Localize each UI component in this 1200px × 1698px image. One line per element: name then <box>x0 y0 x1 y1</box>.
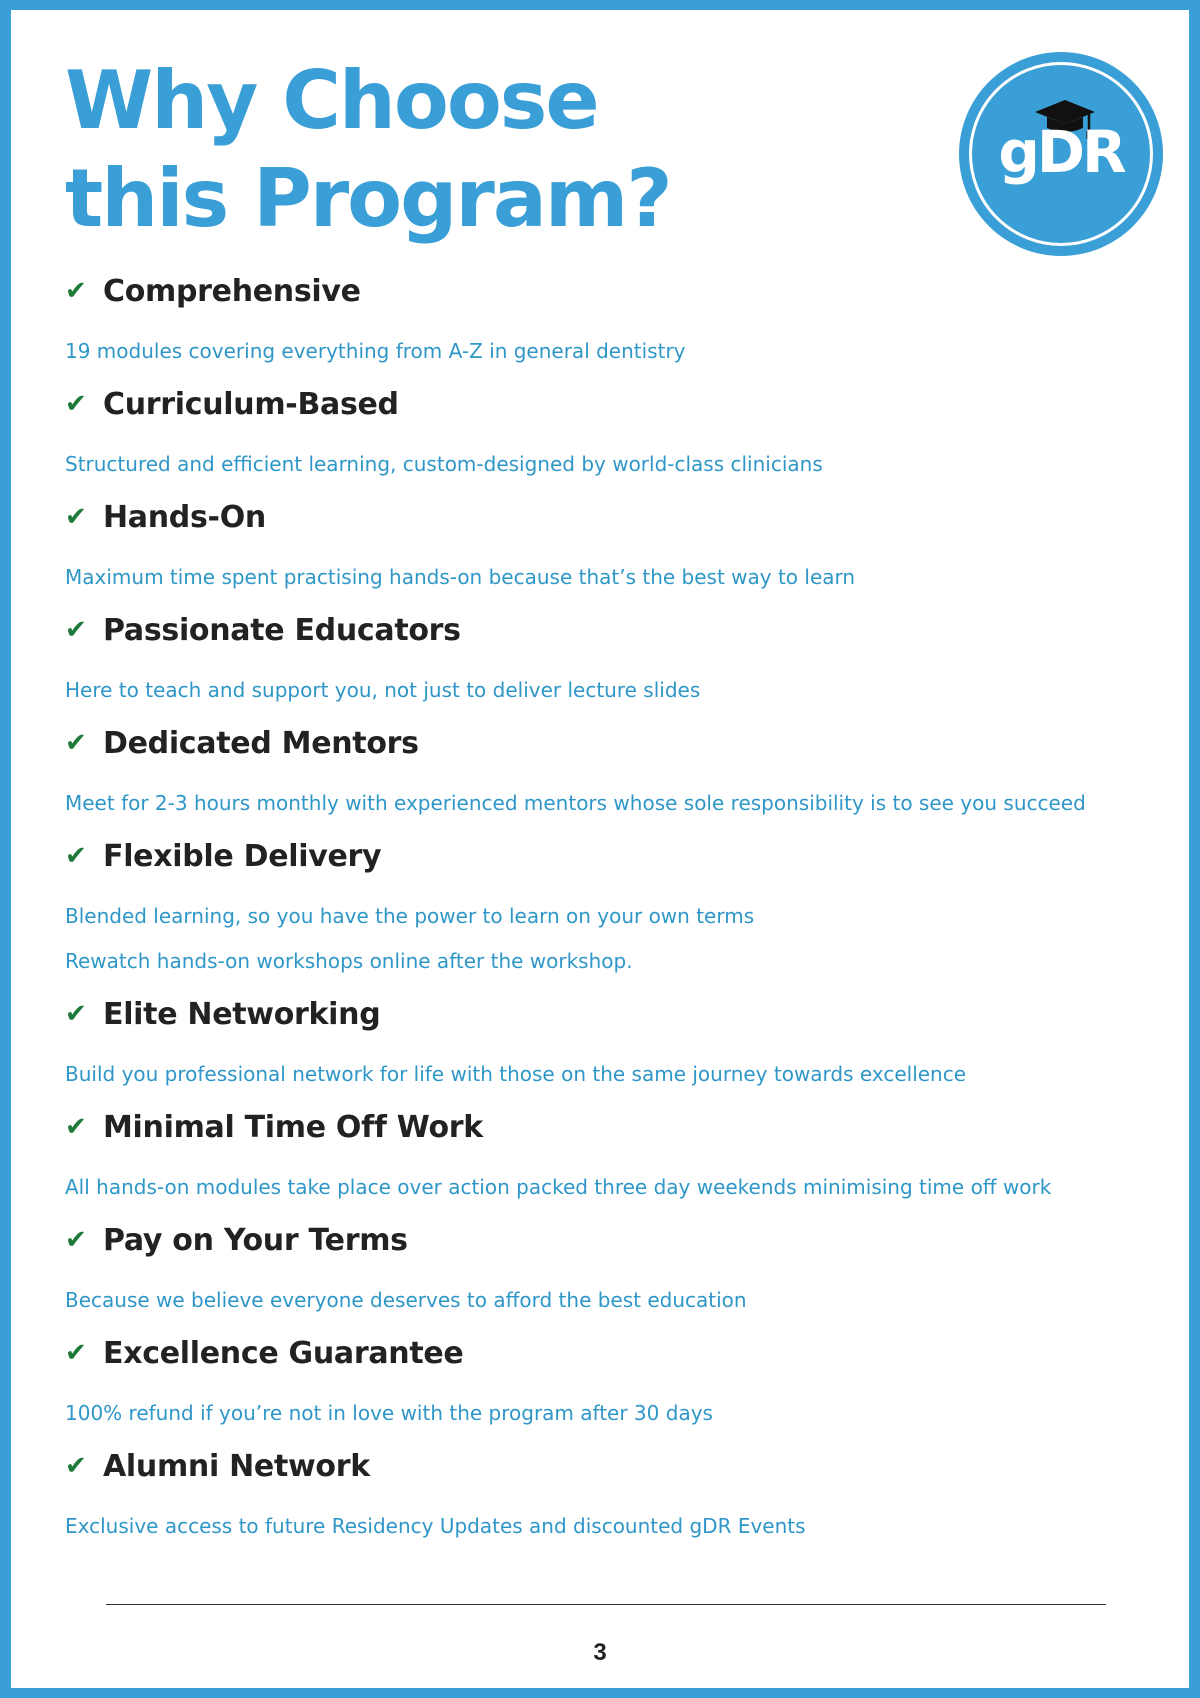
feature-list <box>65 268 1165 1556</box>
feature-description-block <box>65 1150 1165 1217</box>
feature-description: Rewatch hands-on workshops online after the workshop. <box>65 949 633 973</box>
feature-item <box>65 833 1165 991</box>
feature-title: Minimal Time Off Work <box>103 1109 483 1145</box>
feature-heading <box>65 494 1165 540</box>
checkmark-icon: ✔ <box>65 1225 87 1255</box>
feature-title: Passionate Educators <box>103 612 461 648</box>
feature-title: Pay on Your Terms <box>103 1222 408 1258</box>
feature-description-block <box>65 1376 1165 1443</box>
feature-item <box>65 381 1165 494</box>
feature-description-block <box>65 540 1165 607</box>
feature-description: All hands-on modules take place over action packed three day weekends minimising time off work <box>65 1175 1052 1199</box>
checkmark-icon: ✔ <box>65 615 87 645</box>
feature-item <box>65 1443 1165 1556</box>
feature-heading <box>65 991 1165 1037</box>
feature-description: Maximum time spent practising hands-on because that’s the best way to learn <box>65 565 856 589</box>
feature-heading <box>65 1443 1165 1489</box>
checkmark-icon: ✔ <box>65 276 87 306</box>
feature-description: Build you professional network for life with those on the same journey towards excellence <box>65 1062 967 1086</box>
feature-description: 19 modules covering everything from A-Z in general dentistry <box>65 339 686 363</box>
feature-description-block <box>65 653 1165 720</box>
feature-heading <box>65 381 1165 427</box>
feature-description-block <box>65 879 1165 991</box>
gdr-logo <box>959 52 1163 256</box>
feature-description: Because we believe everyone deserves to afford the best education <box>65 1288 747 1312</box>
feature-title: Alumni Network <box>103 1448 370 1484</box>
feature-description: Blended learning, so you have the power to learn on your own terms <box>65 904 755 928</box>
feature-heading <box>65 1104 1165 1150</box>
feature-title: Excellence Guarantee <box>103 1335 464 1371</box>
feature-description-block <box>65 314 1165 381</box>
checkmark-icon: ✔ <box>65 1338 87 1368</box>
feature-heading <box>65 607 1165 653</box>
feature-item <box>65 1217 1165 1330</box>
feature-title: Curriculum-Based <box>103 386 399 422</box>
feature-description: Here to teach and support you, not just to deliver lecture slides <box>65 678 701 702</box>
title-line-2: this Program? <box>65 152 671 245</box>
feature-title: Comprehensive <box>103 273 361 309</box>
feature-item <box>65 607 1165 720</box>
feature-description: 100% refund if you’re not in love with the program after 30 days <box>65 1401 713 1425</box>
feature-title: Elite Networking <box>103 996 381 1032</box>
feature-item <box>65 720 1165 833</box>
feature-description-block <box>65 766 1165 833</box>
feature-description-block <box>65 1489 1165 1556</box>
checkmark-icon: ✔ <box>65 841 87 871</box>
feature-item <box>65 268 1165 381</box>
feature-description-block <box>65 427 1165 494</box>
feature-title: Flexible Delivery <box>103 838 382 874</box>
checkmark-icon: ✔ <box>65 1451 87 1481</box>
logo-text: gDR <box>998 118 1124 186</box>
feature-item <box>65 494 1165 607</box>
feature-description: Meet for 2-3 hours monthly with experienced mentors whose sole responsibility is to see you succeed <box>65 791 1086 815</box>
feature-heading <box>65 1330 1165 1376</box>
feature-description-block <box>65 1037 1165 1104</box>
feature-item <box>65 1104 1165 1217</box>
checkmark-icon: ✔ <box>65 389 87 419</box>
feature-heading <box>65 720 1165 766</box>
checkmark-icon: ✔ <box>65 728 87 758</box>
feature-title: Hands-On <box>103 499 266 535</box>
page-title <box>65 52 671 248</box>
feature-heading <box>65 1217 1165 1263</box>
feature-description: Exclusive access to future Residency Updates and discounted gDR Events <box>65 1514 806 1538</box>
feature-item <box>65 1330 1165 1443</box>
feature-title: Dedicated Mentors <box>103 725 419 761</box>
page-number: 3 <box>593 1639 607 1666</box>
checkmark-icon: ✔ <box>65 1112 87 1142</box>
checkmark-icon: ✔ <box>65 502 87 532</box>
feature-heading <box>65 833 1165 879</box>
title-line-1: Why Choose <box>65 54 598 147</box>
checkmark-icon: ✔ <box>65 999 87 1029</box>
feature-description-block <box>65 1263 1165 1330</box>
feature-description: Structured and efficient learning, custom-designed by world-class clinicians <box>65 452 823 476</box>
feature-heading <box>65 268 1165 314</box>
feature-item <box>65 991 1165 1104</box>
footer-divider <box>106 1604 1106 1605</box>
